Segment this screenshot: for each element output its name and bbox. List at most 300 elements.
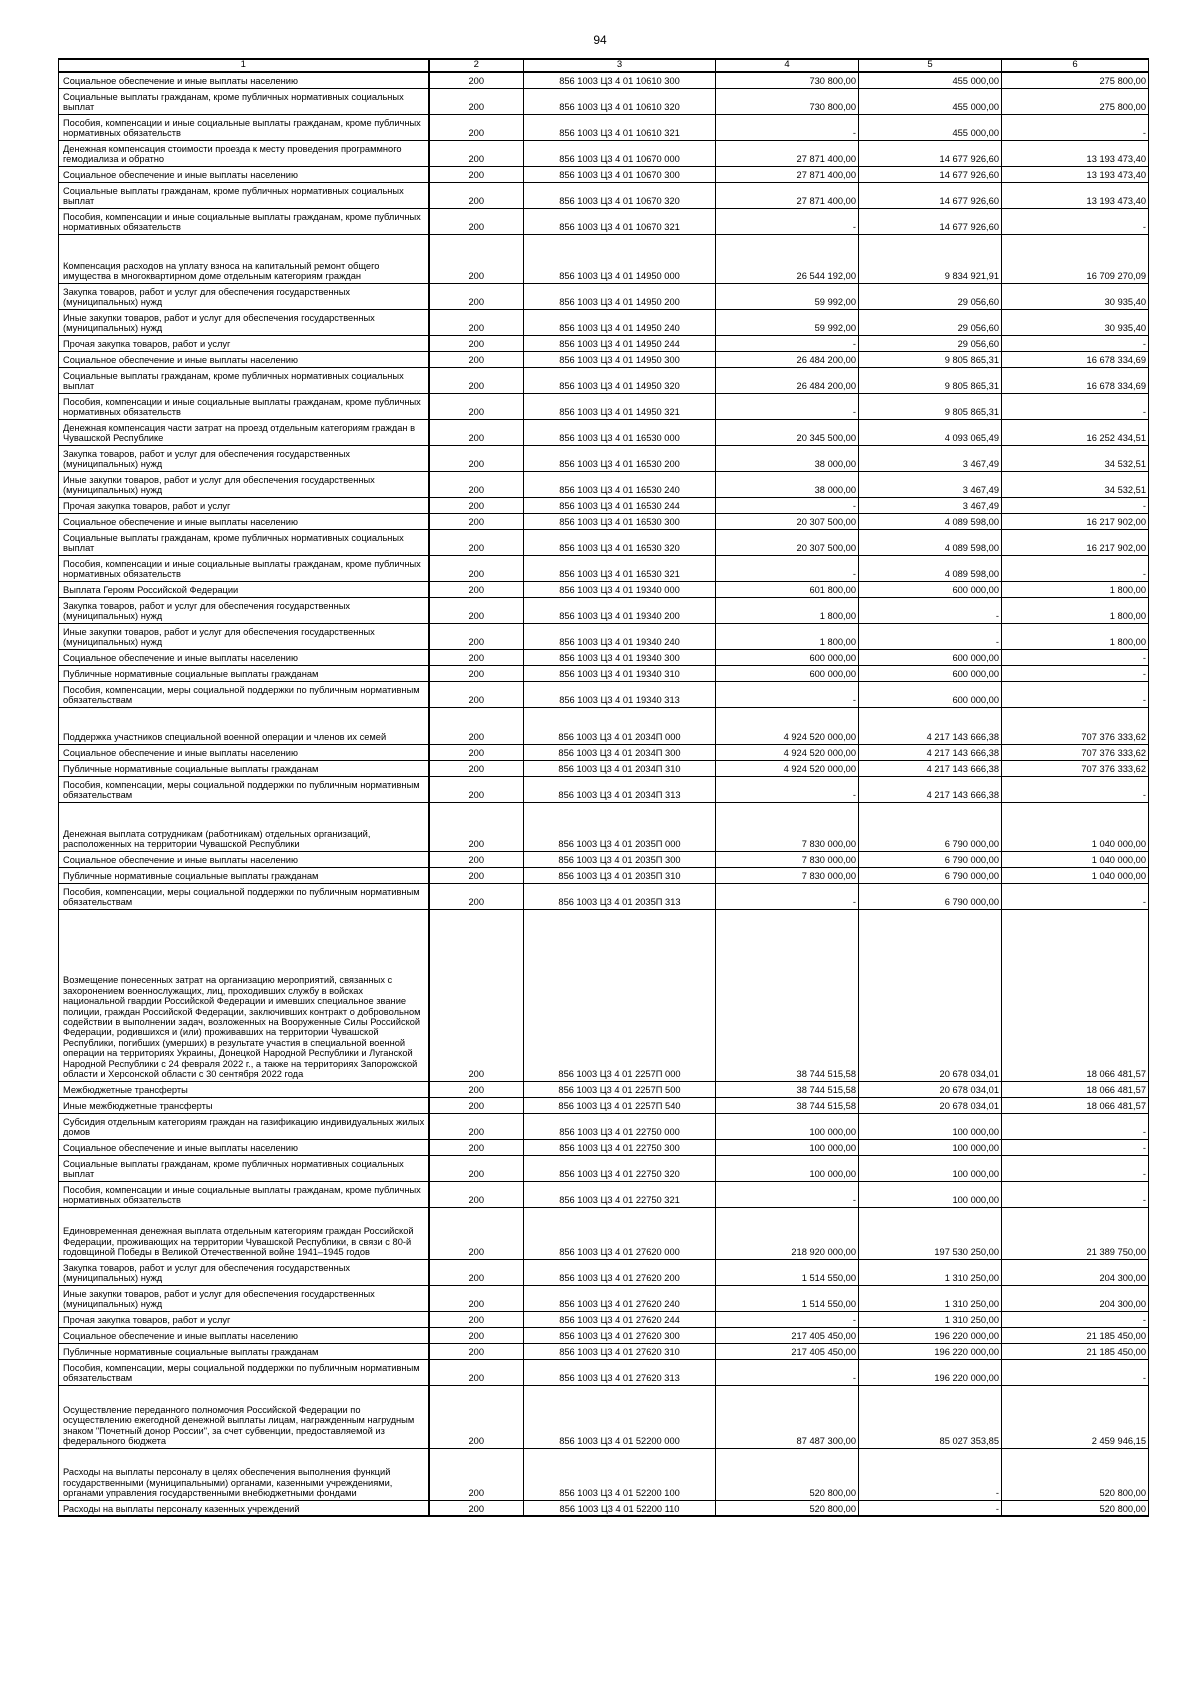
row-amount-remaining: 204 300,00 (1002, 1285, 1149, 1311)
row-name: Социальные выплаты гражданам, кроме публичных нормативных социальных выплат (59, 529, 429, 555)
row-amount-executed: 100 000,00 (859, 1113, 1002, 1139)
row-amount-remaining: 1 040 000,00 (1002, 851, 1149, 867)
row-budget-code: 856 1003 Ц3 4 01 14950 244 (524, 335, 716, 351)
row-name: Пособия, компенсации, меры социальной поддержки по публичным нормативным обязательствам (59, 883, 429, 909)
row-amount-planned: 730 800,00 (716, 88, 859, 114)
row-name: Иные закупки товаров, работ и услуг для обеспечения государственных (муниципальных) нужд (59, 623, 429, 649)
row-name: Выплата Героям Российской Федерации (59, 581, 429, 597)
row-amount-executed: 196 220 000,00 (859, 1343, 1002, 1359)
row-amount-executed: 4 089 598,00 (859, 529, 1002, 555)
column-header-2: 2 (429, 59, 524, 72)
row-amount-remaining: 707 376 333,62 (1002, 760, 1149, 776)
row-budget-code: 856 1003 Ц3 4 01 27620 300 (524, 1327, 716, 1343)
row-name: Закупка товаров, работ и услуг для обеспечения государственных (муниципальных) нужд (59, 1259, 429, 1285)
row-amount-remaining: 16 252 434,51 (1002, 419, 1149, 445)
row-budget-code: 856 1003 Ц3 4 01 27620 244 (524, 1311, 716, 1327)
row-amount-remaining: - (1002, 883, 1149, 909)
row-amount-planned: 1 514 550,00 (716, 1259, 859, 1285)
row-amount-remaining: 16 217 902,00 (1002, 529, 1149, 555)
row-budget-code: 856 1003 Ц3 4 01 2034П 310 (524, 760, 716, 776)
column-number-row (59, 59, 1149, 72)
table-row (59, 166, 1149, 182)
row-name: Социальные выплаты гражданам, кроме публичных нормативных социальных выплат (59, 367, 429, 393)
row-budget-code: 856 1003 Ц3 4 01 10610 321 (524, 114, 716, 140)
row-amount-executed: 20 678 034,01 (859, 1081, 1002, 1097)
budget-table (58, 58, 1149, 1517)
row-amount-executed: 1 310 250,00 (859, 1311, 1002, 1327)
table-row (59, 665, 1149, 681)
row-amount-remaining: 275 800,00 (1002, 72, 1149, 88)
row-budget-code: 856 1003 Ц3 4 01 10670 000 (524, 140, 716, 166)
row-amount-executed: 9 805 865,31 (859, 367, 1002, 393)
row-budget-code: 856 1003 Ц3 4 01 14950 000 (524, 234, 716, 283)
row-name: Социальное обеспечение и иные выплаты населению (59, 649, 429, 665)
row-amount-remaining: 18 066 481,57 (1002, 1081, 1149, 1097)
row-amount-planned: 7 830 000,00 (716, 802, 859, 851)
row-amount-executed: 9 805 865,31 (859, 393, 1002, 419)
row-line-code: 200 (429, 1311, 524, 1327)
row-budget-code: 856 1003 Ц3 4 01 16530 320 (524, 529, 716, 555)
row-amount-remaining: 707 376 333,62 (1002, 744, 1149, 760)
row-amount-planned: 27 871 400,00 (716, 166, 859, 182)
row-line-code: 200 (429, 513, 524, 529)
row-amount-planned: 520 800,00 (716, 1500, 859, 1516)
row-amount-executed: 600 000,00 (859, 581, 1002, 597)
row-amount-planned: 26 544 192,00 (716, 234, 859, 283)
row-amount-remaining: 30 935,40 (1002, 283, 1149, 309)
row-line-code: 200 (429, 1113, 524, 1139)
row-name: Закупка товаров, работ и услуг для обеспечения государственных (муниципальных) нужд (59, 445, 429, 471)
row-amount-planned: 87 487 300,00 (716, 1385, 859, 1448)
row-amount-executed: - (859, 623, 1002, 649)
row-name: Иные закупки товаров, работ и услуг для обеспечения государственных (муниципальных) нужд (59, 471, 429, 497)
row-amount-remaining: 21 185 450,00 (1002, 1343, 1149, 1359)
row-line-code: 200 (429, 744, 524, 760)
row-name: Публичные нормативные социальные выплаты гражданам (59, 867, 429, 883)
row-amount-remaining: 204 300,00 (1002, 1259, 1149, 1285)
row-name: Социальные выплаты гражданам, кроме публичных нормативных социальных выплат (59, 88, 429, 114)
row-amount-executed: 20 678 034,01 (859, 1097, 1002, 1113)
row-budget-code: 856 1003 Ц3 4 01 52200 110 (524, 1500, 716, 1516)
row-amount-remaining: - (1002, 497, 1149, 513)
row-budget-code: 856 1003 Ц3 4 01 14950 321 (524, 393, 716, 419)
row-amount-executed: 4 217 143 666,38 (859, 760, 1002, 776)
row-line-code: 200 (429, 1385, 524, 1448)
row-amount-remaining: - (1002, 681, 1149, 707)
page-number: 94 (593, 33, 607, 47)
row-amount-remaining: - (1002, 555, 1149, 581)
row-amount-executed: 4 217 143 666,38 (859, 707, 1002, 744)
row-name: Пособия, компенсации, меры социальной поддержки по публичным нормативным обязательствам (59, 1359, 429, 1385)
table-row (59, 1448, 1149, 1500)
row-line-code: 200 (429, 623, 524, 649)
column-header-3: 3 (524, 59, 716, 72)
row-amount-executed: 1 310 250,00 (859, 1259, 1002, 1285)
row-budget-code: 856 1003 Ц3 4 01 22750 321 (524, 1181, 716, 1207)
row-name: Публичные нормативные социальные выплаты гражданам (59, 1343, 429, 1359)
row-amount-planned: - (716, 393, 859, 419)
row-budget-code: 856 1003 Ц3 4 01 2034П 313 (524, 776, 716, 802)
row-amount-planned: 100 000,00 (716, 1155, 859, 1181)
row-amount-remaining: 34 532,51 (1002, 471, 1149, 497)
row-name: Социальное обеспечение и иные выплаты населению (59, 351, 429, 367)
row-amount-planned: 217 405 450,00 (716, 1327, 859, 1343)
row-budget-code: 856 1003 Ц3 4 01 16530 300 (524, 513, 716, 529)
row-budget-code: 856 1003 Ц3 4 01 10670 321 (524, 208, 716, 234)
row-amount-remaining: 13 193 473,40 (1002, 166, 1149, 182)
row-line-code: 200 (429, 883, 524, 909)
row-amount-executed: 1 310 250,00 (859, 1285, 1002, 1311)
row-amount-planned: 7 830 000,00 (716, 867, 859, 883)
row-amount-executed: 6 790 000,00 (859, 883, 1002, 909)
row-line-code: 200 (429, 335, 524, 351)
table-row (59, 1081, 1149, 1097)
row-amount-remaining: 16 217 902,00 (1002, 513, 1149, 529)
row-budget-code: 856 1003 Ц3 4 01 22750 320 (524, 1155, 716, 1181)
row-amount-planned: 26 484 200,00 (716, 351, 859, 367)
table-row (59, 445, 1149, 471)
row-name: Социальное обеспечение и иные выплаты населению (59, 744, 429, 760)
row-name: Социальное обеспечение и иные выплаты населению (59, 166, 429, 182)
row-budget-code: 856 1003 Ц3 4 01 19340 240 (524, 623, 716, 649)
row-line-code: 200 (429, 166, 524, 182)
row-amount-executed: 6 790 000,00 (859, 851, 1002, 867)
row-name: Межбюджетные трансферты (59, 1081, 429, 1097)
row-budget-code: 856 1003 Ц3 4 01 2257П 500 (524, 1081, 716, 1097)
table-row (59, 1385, 1149, 1448)
row-amount-remaining: - (1002, 649, 1149, 665)
row-amount-executed: - (859, 597, 1002, 623)
row-name: Публичные нормативные социальные выплаты гражданам (59, 665, 429, 681)
row-amount-remaining: 275 800,00 (1002, 88, 1149, 114)
table-row (59, 909, 1149, 1081)
table-row (59, 309, 1149, 335)
row-amount-remaining: 1 800,00 (1002, 581, 1149, 597)
row-budget-code: 856 1003 Ц3 4 01 22750 000 (524, 1113, 716, 1139)
row-amount-executed: 197 530 250,00 (859, 1207, 1002, 1259)
row-budget-code: 856 1003 Ц3 4 01 27620 200 (524, 1259, 716, 1285)
row-amount-planned: - (716, 114, 859, 140)
table-row (59, 1139, 1149, 1155)
row-amount-planned: 1 800,00 (716, 623, 859, 649)
row-amount-planned: 59 992,00 (716, 309, 859, 335)
table-row (59, 1311, 1149, 1327)
row-amount-remaining: - (1002, 1359, 1149, 1385)
row-amount-remaining: - (1002, 393, 1149, 419)
table-row (59, 776, 1149, 802)
row-amount-planned: 217 405 450,00 (716, 1343, 859, 1359)
row-budget-code: 856 1003 Ц3 4 01 14950 300 (524, 351, 716, 367)
row-budget-code: 856 1003 Ц3 4 01 14950 320 (524, 367, 716, 393)
table-row (59, 114, 1149, 140)
row-amount-executed: - (859, 1500, 1002, 1516)
row-amount-planned: 38 744 515,58 (716, 1097, 859, 1113)
row-budget-code: 856 1003 Ц3 4 01 2035П 310 (524, 867, 716, 883)
row-name: Субсидия отдельным категориям граждан на газификацию индивидуальных жилых домов (59, 1113, 429, 1139)
row-amount-executed: - (859, 1448, 1002, 1500)
row-amount-remaining: - (1002, 1311, 1149, 1327)
row-amount-executed: 9 834 921,91 (859, 234, 1002, 283)
row-line-code: 200 (429, 208, 524, 234)
row-amount-planned: 38 744 515,58 (716, 909, 859, 1081)
row-amount-planned: 4 924 520 000,00 (716, 760, 859, 776)
row-name: Публичные нормативные социальные выплаты гражданам (59, 760, 429, 776)
table-row (59, 760, 1149, 776)
row-name: Возмещение понесенных затрат на организацию мероприятий, связанных с захоронением военнослужащих, лиц, проходивших службу в войсках национальной гвардии Российской Федерации и имевших специальное звание полиции, граждан Российской Федерации, заключивших контракт о добровольном содействии в выполнении задач, возложенных на Вооруженные Силы Российской Федерации, родившихся и (или) проживавших на территории Чувашской Республики, погибших (умерших) в результате участия в специальной военной операции на территориях Украины, Донецкой Народной Республики и Луганской Народной Республики с 24 февраля 2022 г., а также на территориях Запорожской области и Херсонской области с 30 сентября 2022 года (59, 909, 429, 1081)
row-name: Социальное обеспечение и иные выплаты населению (59, 1327, 429, 1343)
row-amount-planned: - (716, 208, 859, 234)
row-line-code: 200 (429, 867, 524, 883)
row-amount-remaining: 18 066 481,57 (1002, 909, 1149, 1081)
table-row (59, 283, 1149, 309)
row-name: Денежная компенсация стоимости проезда к месту проведения программного гемодиализа и обратно (59, 140, 429, 166)
row-budget-code: 856 1003 Ц3 4 01 10610 300 (524, 72, 716, 88)
table-row (59, 851, 1149, 867)
row-line-code: 200 (429, 707, 524, 744)
row-amount-planned: 218 920 000,00 (716, 1207, 859, 1259)
row-name: Поддержка участников специальной военной операции и членов их семей (59, 707, 429, 744)
column-header-4: 4 (716, 59, 859, 72)
table-row (59, 1097, 1149, 1113)
table-row (59, 471, 1149, 497)
row-amount-planned: 38 744 515,58 (716, 1081, 859, 1097)
row-budget-code: 856 1003 Ц3 4 01 27620 240 (524, 1285, 716, 1311)
row-name: Расходы на выплаты персоналу казенных учреждений (59, 1500, 429, 1516)
row-name: Социальное обеспечение и иные выплаты населению (59, 1139, 429, 1155)
row-amount-executed: 29 056,60 (859, 309, 1002, 335)
row-amount-planned: 520 800,00 (716, 1448, 859, 1500)
row-amount-executed: 14 677 926,60 (859, 182, 1002, 208)
row-amount-executed: 4 217 143 666,38 (859, 776, 1002, 802)
row-name: Иные закупки товаров, работ и услуг для обеспечения государственных (муниципальных) нужд (59, 1285, 429, 1311)
row-name: Единовременная денежная выплата отдельным категориям граждан Российской Федерации, проживающих на территории Чувашской Республики, в связи с 80-й годовщиной Победы в Великой Отечественной войне 1941–1945 годов (59, 1207, 429, 1259)
row-line-code: 200 (429, 760, 524, 776)
table-body (59, 72, 1149, 1516)
row-name: Социальное обеспечение и иные выплаты населению (59, 851, 429, 867)
row-budget-code: 856 1003 Ц3 4 01 16530 321 (524, 555, 716, 581)
row-name: Закупка товаров, работ и услуг для обеспечения государственных (муниципальных) нужд (59, 597, 429, 623)
table-row (59, 1500, 1149, 1516)
column-header-5: 5 (859, 59, 1002, 72)
table-row (59, 497, 1149, 513)
table-row (59, 681, 1149, 707)
table-row (59, 393, 1149, 419)
row-name: Компенсация расходов на уплату взноса на капитальный ремонт общего имущества в многоквартирном доме отдельным категориям граждан (59, 234, 429, 283)
row-amount-planned: 38 000,00 (716, 471, 859, 497)
table-row (59, 867, 1149, 883)
row-name: Социальное обеспечение и иные выплаты населению (59, 72, 429, 88)
row-amount-planned: 1 514 550,00 (716, 1285, 859, 1311)
table-row (59, 1155, 1149, 1181)
row-line-code: 200 (429, 471, 524, 497)
row-amount-planned: - (716, 555, 859, 581)
row-name: Социальное обеспечение и иные выплаты населению (59, 513, 429, 529)
row-amount-remaining: 21 389 750,00 (1002, 1207, 1149, 1259)
row-line-code: 200 (429, 234, 524, 283)
row-line-code: 200 (429, 351, 524, 367)
row-name: Прочая закупка товаров, работ и услуг (59, 497, 429, 513)
row-budget-code: 856 1003 Ц3 4 01 16530 244 (524, 497, 716, 513)
row-line-code: 200 (429, 802, 524, 851)
row-amount-planned: 38 000,00 (716, 445, 859, 471)
table-row (59, 623, 1149, 649)
row-line-code: 200 (429, 649, 524, 665)
row-name: Пособия, компенсации и иные социальные выплаты гражданам, кроме публичных нормативных обязательств (59, 1181, 429, 1207)
row-amount-executed: 3 467,49 (859, 471, 1002, 497)
row-name: Денежная выплата сотрудникам (работникам) отдельных организаций, расположенных на территории Чувашской Республики (59, 802, 429, 851)
row-line-code: 200 (429, 1343, 524, 1359)
row-amount-executed: 100 000,00 (859, 1181, 1002, 1207)
row-name: Социальные выплаты гражданам, кроме публичных нормативных социальных выплат (59, 182, 429, 208)
row-line-code: 200 (429, 1207, 524, 1259)
row-amount-executed: 6 790 000,00 (859, 867, 1002, 883)
row-amount-planned: 26 484 200,00 (716, 367, 859, 393)
row-name: Иные межбюджетные трансферты (59, 1097, 429, 1113)
table-row (59, 744, 1149, 760)
row-line-code: 200 (429, 1139, 524, 1155)
table-row (59, 182, 1149, 208)
row-amount-executed: 3 467,49 (859, 445, 1002, 471)
row-budget-code: 856 1003 Ц3 4 01 10610 320 (524, 88, 716, 114)
row-budget-code: 856 1003 Ц3 4 01 2257П 000 (524, 909, 716, 1081)
row-amount-remaining: 1 040 000,00 (1002, 867, 1149, 883)
row-line-code: 200 (429, 309, 524, 335)
row-amount-planned: 27 871 400,00 (716, 182, 859, 208)
table-row (59, 1207, 1149, 1259)
row-budget-code: 856 1003 Ц3 4 01 2034П 300 (524, 744, 716, 760)
table-row (59, 234, 1149, 283)
row-amount-executed: 196 220 000,00 (859, 1359, 1002, 1385)
table-row (59, 140, 1149, 166)
row-name: Социальные выплаты гражданам, кроме публичных нормативных социальных выплат (59, 1155, 429, 1181)
row-amount-planned: 600 000,00 (716, 649, 859, 665)
row-line-code: 200 (429, 283, 524, 309)
table-row (59, 649, 1149, 665)
row-budget-code: 856 1003 Ц3 4 01 19340 310 (524, 665, 716, 681)
row-amount-remaining: 1 800,00 (1002, 623, 1149, 649)
row-line-code: 200 (429, 419, 524, 445)
row-budget-code: 856 1003 Ц3 4 01 16530 240 (524, 471, 716, 497)
column-header-6: 6 (1002, 59, 1149, 72)
row-amount-planned: 20 345 500,00 (716, 419, 859, 445)
row-line-code: 200 (429, 88, 524, 114)
row-amount-planned: - (716, 681, 859, 707)
table-row (59, 707, 1149, 744)
row-name: Денежная компенсация части затрат на проезд отдельным категориям граждан в Чувашской Республике (59, 419, 429, 445)
row-amount-planned: 100 000,00 (716, 1139, 859, 1155)
row-amount-remaining: - (1002, 1155, 1149, 1181)
row-line-code: 200 (429, 1097, 524, 1113)
row-amount-planned: - (716, 1311, 859, 1327)
table-row (59, 529, 1149, 555)
row-amount-planned: 730 800,00 (716, 72, 859, 88)
row-amount-remaining: 18 066 481,57 (1002, 1097, 1149, 1113)
row-amount-planned: 7 830 000,00 (716, 851, 859, 867)
row-amount-remaining: 1 800,00 (1002, 597, 1149, 623)
row-amount-executed: 29 056,60 (859, 335, 1002, 351)
row-budget-code: 856 1003 Ц3 4 01 2034П 000 (524, 707, 716, 744)
row-name: Расходы на выплаты персоналу в целях обеспечения выполнения функций государственными (муниципальными) органами, казенными учреждениями, органами управления государственными внебюджетными фондами (59, 1448, 429, 1500)
row-amount-executed: 455 000,00 (859, 72, 1002, 88)
table-row (59, 1181, 1149, 1207)
row-amount-executed: 100 000,00 (859, 1139, 1002, 1155)
row-budget-code: 856 1003 Ц3 4 01 10670 300 (524, 166, 716, 182)
row-name: Иные закупки товаров, работ и услуг для обеспечения государственных (муниципальных) нужд (59, 309, 429, 335)
row-amount-executed: 600 000,00 (859, 665, 1002, 681)
row-budget-code: 856 1003 Ц3 4 01 52200 100 (524, 1448, 716, 1500)
row-line-code: 200 (429, 182, 524, 208)
row-amount-executed: 100 000,00 (859, 1155, 1002, 1181)
row-amount-planned: - (716, 497, 859, 513)
row-budget-code: 856 1003 Ц3 4 01 19340 313 (524, 681, 716, 707)
row-amount-executed: 4 089 598,00 (859, 555, 1002, 581)
row-line-code: 200 (429, 497, 524, 513)
row-line-code: 200 (429, 776, 524, 802)
row-budget-code: 856 1003 Ц3 4 01 2035П 300 (524, 851, 716, 867)
row-amount-executed: 14 677 926,60 (859, 208, 1002, 234)
row-amount-remaining: 707 376 333,62 (1002, 707, 1149, 744)
row-line-code: 200 (429, 367, 524, 393)
table-row (59, 597, 1149, 623)
row-name: Закупка товаров, работ и услуг для обеспечения государственных (муниципальных) нужд (59, 283, 429, 309)
row-amount-planned: - (716, 883, 859, 909)
row-amount-executed: 600 000,00 (859, 649, 1002, 665)
table-row (59, 581, 1149, 597)
row-name: Пособия, компенсации, меры социальной поддержки по публичным нормативным обязательствам (59, 681, 429, 707)
row-amount-executed: 14 677 926,60 (859, 166, 1002, 182)
row-name: Пособия, компенсации и иные социальные выплаты гражданам, кроме публичных нормативных обязательств (59, 393, 429, 419)
row-amount-executed: 600 000,00 (859, 681, 1002, 707)
row-amount-remaining: 13 193 473,40 (1002, 140, 1149, 166)
row-line-code: 200 (429, 114, 524, 140)
row-amount-planned: 601 800,00 (716, 581, 859, 597)
row-amount-remaining: 2 459 946,15 (1002, 1385, 1149, 1448)
table-row (59, 88, 1149, 114)
row-line-code: 200 (429, 1155, 524, 1181)
row-amount-planned: - (716, 1359, 859, 1385)
row-amount-planned: 4 924 520 000,00 (716, 707, 859, 744)
row-amount-remaining: 16 678 334,69 (1002, 367, 1149, 393)
row-amount-planned: 20 307 500,00 (716, 513, 859, 529)
row-amount-executed: 9 805 865,31 (859, 351, 1002, 367)
row-budget-code: 856 1003 Ц3 4 01 27620 000 (524, 1207, 716, 1259)
row-amount-remaining: 34 532,51 (1002, 445, 1149, 471)
row-name: Осуществление переданного полномочия Российской Федерации по осуществлению ежегодной денежной выплаты лицам, награжденным нагрудным знаком "Почетный донор России", за счет субвенции, предоставляемой из федерального бюджета (59, 1385, 429, 1448)
row-line-code: 200 (429, 581, 524, 597)
row-name: Прочая закупка товаров, работ и услуг (59, 335, 429, 351)
row-line-code: 200 (429, 1181, 524, 1207)
row-amount-planned: 100 000,00 (716, 1113, 859, 1139)
row-line-code: 200 (429, 529, 524, 555)
row-amount-executed: 29 056,60 (859, 283, 1002, 309)
table-row (59, 513, 1149, 529)
row-line-code: 200 (429, 1081, 524, 1097)
row-line-code: 200 (429, 851, 524, 867)
row-name: Пособия, компенсации и иные социальные выплаты гражданам, кроме публичных нормативных обязательств (59, 114, 429, 140)
row-line-code: 200 (429, 393, 524, 419)
table-row (59, 1259, 1149, 1285)
row-amount-executed: 196 220 000,00 (859, 1327, 1002, 1343)
row-budget-code: 856 1003 Ц3 4 01 2035П 000 (524, 802, 716, 851)
row-amount-remaining: - (1002, 1139, 1149, 1155)
row-amount-planned: 59 992,00 (716, 283, 859, 309)
row-line-code: 200 (429, 1327, 524, 1343)
row-amount-remaining: 21 185 450,00 (1002, 1327, 1149, 1343)
row-amount-planned: 20 307 500,00 (716, 529, 859, 555)
row-amount-remaining: - (1002, 1113, 1149, 1139)
row-amount-remaining: - (1002, 1181, 1149, 1207)
row-line-code: 200 (429, 1285, 524, 1311)
